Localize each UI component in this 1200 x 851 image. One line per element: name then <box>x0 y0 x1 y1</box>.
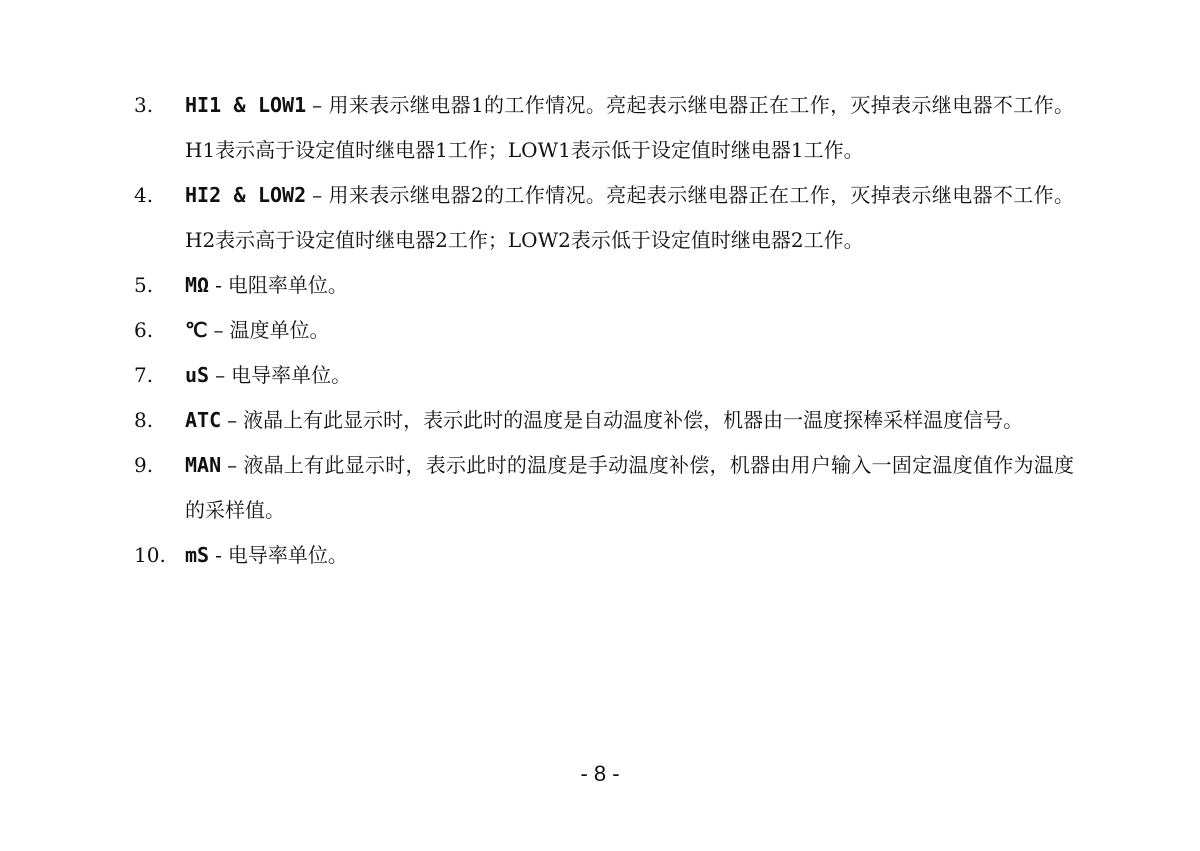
item-description: 液晶上有此显示时，表示此时的温度是自动温度补偿，机器由一温度探棒采样温度信号。 <box>243 408 1024 432</box>
item-separator: - <box>215 543 222 567</box>
item-term: MΩ <box>185 273 210 297</box>
item-term: MAN <box>185 453 222 477</box>
item-body <box>185 353 1074 398</box>
item-description: 温度单位。 <box>229 318 330 342</box>
item-body <box>185 443 1074 533</box>
item-description: 电阻率单位。 <box>227 273 348 297</box>
list-item <box>134 398 1074 443</box>
item-body <box>185 263 1074 308</box>
item-separator: – <box>312 183 323 207</box>
item-term: ATC <box>185 408 222 432</box>
list-item <box>134 173 1074 263</box>
list-item <box>134 353 1074 398</box>
item-separator: – <box>312 93 323 117</box>
item-separator: – <box>213 318 224 342</box>
item-separator: - <box>215 273 222 297</box>
item-description: 用来表示继电器2的工作情况。亮起表示继电器正在工作，灭掉表示继电器不工作。H2表示高于设定值时继电器2工作；LOW2表示低于设定值时继电器2工作。 <box>185 183 1074 252</box>
item-description: 液晶上有此显示时，表示此时的温度是手动温度补偿，机器由用户输入一固定温度值作为温度的采样值。 <box>185 453 1074 522</box>
item-term: HI2 & LOW2 <box>185 183 307 207</box>
item-body <box>185 398 1074 443</box>
item-number: 6. <box>134 318 154 342</box>
list-item <box>134 443 1074 533</box>
item-number: 8. <box>134 408 154 432</box>
item-number: 5. <box>134 273 154 297</box>
item-body <box>185 533 1074 578</box>
item-description: 电导率单位。 <box>231 363 352 387</box>
item-term: HI1 & LOW1 <box>185 93 307 117</box>
item-separator: – <box>227 453 238 477</box>
item-description: 电导率单位。 <box>227 543 348 567</box>
item-separator: – <box>215 363 226 387</box>
list-item <box>134 533 1074 578</box>
item-term: uS <box>185 363 210 387</box>
item-number: 7. <box>134 363 154 387</box>
item-description: 用来表示继电器1的工作情况。亮起表示继电器正在工作，灭掉表示继电器不工作。H1表示高于设定值时继电器1工作；LOW1表示低于设定值时继电器1工作。 <box>185 93 1074 162</box>
item-body <box>185 173 1074 263</box>
item-separator: – <box>227 408 238 432</box>
page-number: - 8 - <box>580 761 620 786</box>
list-item <box>134 263 1074 308</box>
item-number: 9. <box>134 453 154 477</box>
item-list <box>134 83 1074 578</box>
item-body <box>185 308 1074 353</box>
item-term: ℃ <box>185 318 208 342</box>
list-item <box>134 308 1074 353</box>
item-number: 10. <box>134 543 166 567</box>
item-number: 3. <box>134 93 154 117</box>
item-term: mS <box>185 543 210 567</box>
item-number: 4. <box>134 183 154 207</box>
list-item <box>134 83 1074 173</box>
item-body <box>185 83 1074 173</box>
